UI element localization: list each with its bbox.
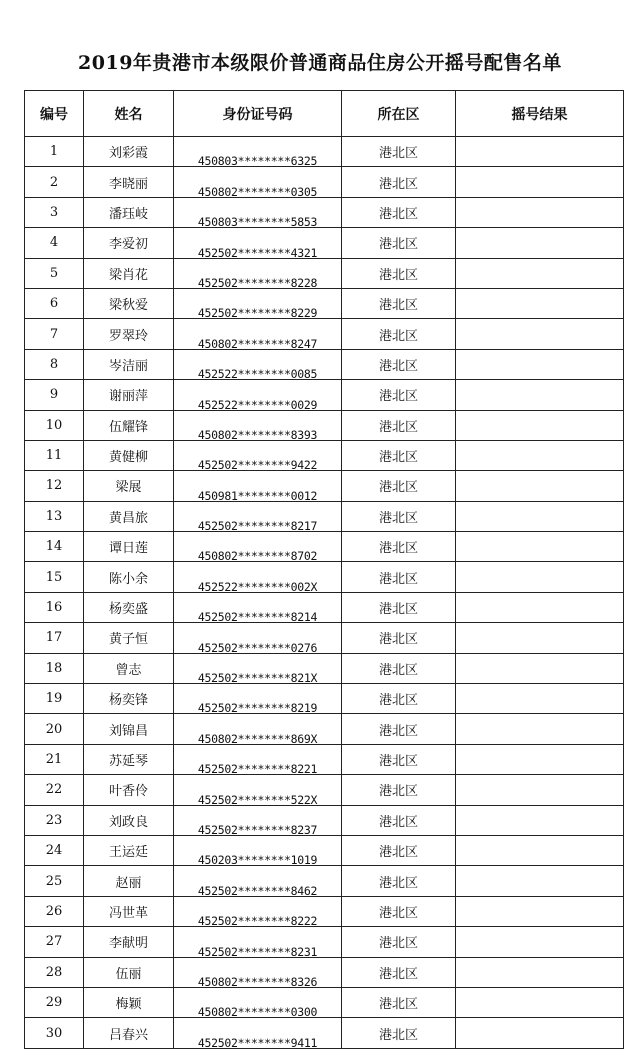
row-number: 21 [25,744,84,774]
row-name: 潘珏岐 [84,197,174,227]
id-number-text: 452502********8219 [197,701,318,714]
id-number-text: 452502********522X [197,792,318,806]
row-number: 20 [25,714,84,744]
row-number: 14 [25,532,84,562]
row-district: 港北区 [342,744,456,774]
row-district: 港北区 [342,866,456,896]
row-lottery-result [456,258,624,288]
row-district: 港北区 [342,167,456,197]
id-number-text: 452502********9422 [197,458,318,471]
row-number: 26 [25,896,84,926]
row-name: 梅颖 [84,987,174,1017]
row-id-number [174,623,342,653]
header-district: 所在区 [342,91,456,137]
row-lottery-result [456,532,624,562]
row-id-number [174,380,342,410]
row-id-number [174,562,342,592]
row-id-number [174,197,342,227]
row-lottery-result [456,866,624,896]
row-lottery-result [456,197,624,227]
id-number-text: 452502********8229 [197,306,318,319]
row-id-number [174,228,342,258]
row-id-number [174,288,342,318]
header-lottery-result: 摇号结果 [456,91,624,137]
id-number-text: 452502********8462 [197,883,318,897]
row-number: 5 [25,258,84,288]
row-lottery-result [456,319,624,349]
row-number: 9 [25,380,84,410]
table-row [25,380,624,410]
row-district: 港北区 [342,380,456,410]
id-number-text: 452502********8217 [197,519,318,532]
row-lottery-result [456,805,624,835]
row-district: 港北区 [342,1018,456,1048]
row-number: 16 [25,592,84,622]
row-name: 王运廷 [84,835,174,865]
row-lottery-result [456,927,624,957]
row-district: 港北区 [342,137,456,167]
table-row [25,1018,624,1048]
row-lottery-result [456,714,624,744]
table-row [25,501,624,531]
row-id-number [174,805,342,835]
row-lottery-result [456,684,624,714]
table-row [25,805,624,835]
row-district: 港北区 [342,653,456,683]
id-number-text: 452502********9411 [197,1035,318,1049]
row-number: 23 [25,805,84,835]
table-body [25,137,624,1049]
row-district: 港北区 [342,319,456,349]
row-lottery-result [456,228,624,258]
table-row [25,775,624,805]
row-district: 港北区 [342,288,456,318]
row-number: 28 [25,957,84,987]
row-district: 港北区 [342,258,456,288]
row-number: 22 [25,775,84,805]
id-number-text: 452502********821X [197,671,318,684]
row-lottery-result [456,167,624,197]
row-lottery-result [456,349,624,379]
table-row [25,319,624,349]
row-id-number [174,137,342,167]
header-id-number: 身份证号码 [174,91,342,137]
row-district: 港北区 [342,349,456,379]
row-name: 谭日莲 [84,532,174,562]
row-id-number [174,440,342,470]
table-row [25,440,624,470]
row-name: 李晓丽 [84,167,174,197]
row-number: 24 [25,835,84,865]
row-name: 刘彩霞 [84,137,174,167]
id-number-text: 452502********0276 [197,640,318,654]
row-id-number [174,349,342,379]
id-number-text: 452522********0085 [197,367,318,380]
row-name: 杨奕锋 [84,684,174,714]
table-row [25,957,624,987]
table-row [25,349,624,379]
row-id-number [174,1018,342,1048]
row-id-number [174,532,342,562]
row-name: 梁秋爱 [84,288,174,318]
row-number: 7 [25,319,84,349]
row-id-number [174,684,342,714]
table-row [25,714,624,744]
row-district: 港北区 [342,896,456,926]
row-number: 10 [25,410,84,440]
row-number: 29 [25,987,84,1017]
row-lottery-result [456,471,624,501]
row-lottery-result [456,957,624,987]
table-row [25,927,624,957]
id-number-text: 452522********0029 [197,397,318,411]
row-number: 12 [25,471,84,501]
id-number-text: 450803********6325 [197,154,318,167]
row-name: 冯世革 [84,896,174,926]
row-id-number [174,744,342,774]
row-number: 4 [25,228,84,258]
row-lottery-result [456,592,624,622]
row-name: 吕春兴 [84,1018,174,1048]
table-row [25,137,624,167]
id-number-text: 452502********8214 [197,610,318,623]
row-name: 伍丽 [84,957,174,987]
row-name: 罗翠玲 [84,319,174,349]
row-number: 25 [25,866,84,896]
id-number-text: 450803********5853 [197,215,318,228]
row-number: 27 [25,927,84,957]
id-number-text: 452502********8221 [197,762,318,775]
row-name: 刘政良 [84,805,174,835]
table-row [25,896,624,926]
row-lottery-result [456,501,624,531]
table-row [25,835,624,865]
table-row [25,592,624,622]
row-number: 3 [25,197,84,227]
row-lottery-result [456,653,624,683]
row-id-number [174,775,342,805]
row-id-number [174,653,342,683]
row-number: 15 [25,562,84,592]
row-district: 港北区 [342,228,456,258]
row-id-number [174,987,342,1017]
row-id-number [174,592,342,622]
row-number: 19 [25,684,84,714]
row-name: 岑洁丽 [84,349,174,379]
table-row [25,471,624,501]
id-number-text: 450802********0305 [197,184,318,198]
row-id-number [174,896,342,926]
table-row [25,532,624,562]
table-row [25,653,624,683]
table-row [25,228,624,258]
row-lottery-result [456,137,624,167]
row-id-number [174,471,342,501]
row-district: 港北区 [342,927,456,957]
row-district: 港北区 [342,957,456,987]
row-id-number [174,319,342,349]
row-number: 6 [25,288,84,318]
row-name: 李献明 [84,927,174,957]
row-number: 2 [25,167,84,197]
row-number: 13 [25,501,84,531]
header-number: 编号 [25,91,84,137]
row-name: 伍耀锋 [84,410,174,440]
row-id-number [174,258,342,288]
table-row [25,866,624,896]
document-title: 2019年贵港市本级限价普通商品住房公开摇号配售名单 [78,52,562,74]
id-number-text: 452502********8237 [197,822,318,836]
row-district: 港北区 [342,197,456,227]
row-lottery-result [456,440,624,470]
row-lottery-result [456,835,624,865]
table-header-row [25,91,624,137]
id-number-text: 450802********8326 [197,974,318,988]
header-name: 姓名 [84,91,174,137]
row-id-number [174,957,342,987]
row-lottery-result [456,410,624,440]
row-number: 11 [25,440,84,470]
row-district: 港北区 [342,471,456,501]
id-number-text: 450802********869X [197,731,318,745]
row-id-number [174,167,342,197]
row-name: 谢丽萍 [84,380,174,410]
id-number-text: 452502********8228 [197,275,318,289]
row-lottery-result [456,562,624,592]
row-district: 港北区 [342,775,456,805]
id-number-text: 452502********8222 [197,914,318,927]
row-district: 港北区 [342,835,456,865]
id-number-text: 450802********0300 [197,1005,318,1018]
row-name: 李爱初 [84,228,174,258]
row-district: 港北区 [342,440,456,470]
row-id-number [174,866,342,896]
id-number-text: 452502********8231 [197,944,318,958]
table-row [25,684,624,714]
row-district: 港北区 [342,501,456,531]
row-district: 港北区 [342,623,456,653]
id-number-text: 450802********8702 [197,549,318,562]
row-district: 港北区 [342,987,456,1017]
table-row [25,562,624,592]
row-name: 梁展 [84,471,174,501]
row-id-number [174,410,342,440]
table-row [25,410,624,440]
row-district: 港北区 [342,410,456,440]
id-number-text: 450981********0012 [197,488,318,502]
row-number: 17 [25,623,84,653]
row-lottery-result [456,744,624,774]
row-district: 港北区 [342,684,456,714]
id-number-text: 450802********8393 [197,427,318,441]
row-lottery-result [456,896,624,926]
row-lottery-result [456,1018,624,1048]
row-name: 陈小余 [84,562,174,592]
row-id-number [174,835,342,865]
table-row [25,258,624,288]
table-row [25,288,624,318]
row-name: 叶香伶 [84,775,174,805]
row-name: 曾志 [84,653,174,683]
row-name: 赵丽 [84,866,174,896]
row-name: 黄健柳 [84,440,174,470]
allocation-table [24,90,624,1049]
row-name: 苏延琴 [84,744,174,774]
row-district: 港北区 [342,714,456,744]
table-row [25,987,624,1017]
row-lottery-result [456,775,624,805]
row-lottery-result [456,623,624,653]
row-name: 杨奕盛 [84,592,174,622]
row-name: 刘锦昌 [84,714,174,744]
id-number-text: 452502********4321 [197,245,318,259]
row-name: 梁肖花 [84,258,174,288]
row-district: 港北区 [342,592,456,622]
table-row [25,623,624,653]
table-row [25,197,624,227]
row-id-number [174,501,342,531]
row-lottery-result [456,987,624,1017]
row-lottery-result [456,380,624,410]
table-row [25,167,624,197]
row-number: 8 [25,349,84,379]
row-id-number [174,927,342,957]
table-row [25,744,624,774]
row-number: 30 [25,1018,84,1048]
id-number-text: 450802********8247 [197,336,318,350]
row-lottery-result [456,288,624,318]
row-number: 18 [25,653,84,683]
row-number: 1 [25,137,84,167]
row-name: 黄子恒 [84,623,174,653]
row-id-number [174,714,342,744]
id-number-text: 450203********1019 [197,853,318,866]
id-number-text: 452522********002X [197,579,318,593]
row-name: 黄昌旅 [84,501,174,531]
row-district: 港北区 [342,805,456,835]
row-district: 港北区 [342,532,456,562]
row-district: 港北区 [342,562,456,592]
